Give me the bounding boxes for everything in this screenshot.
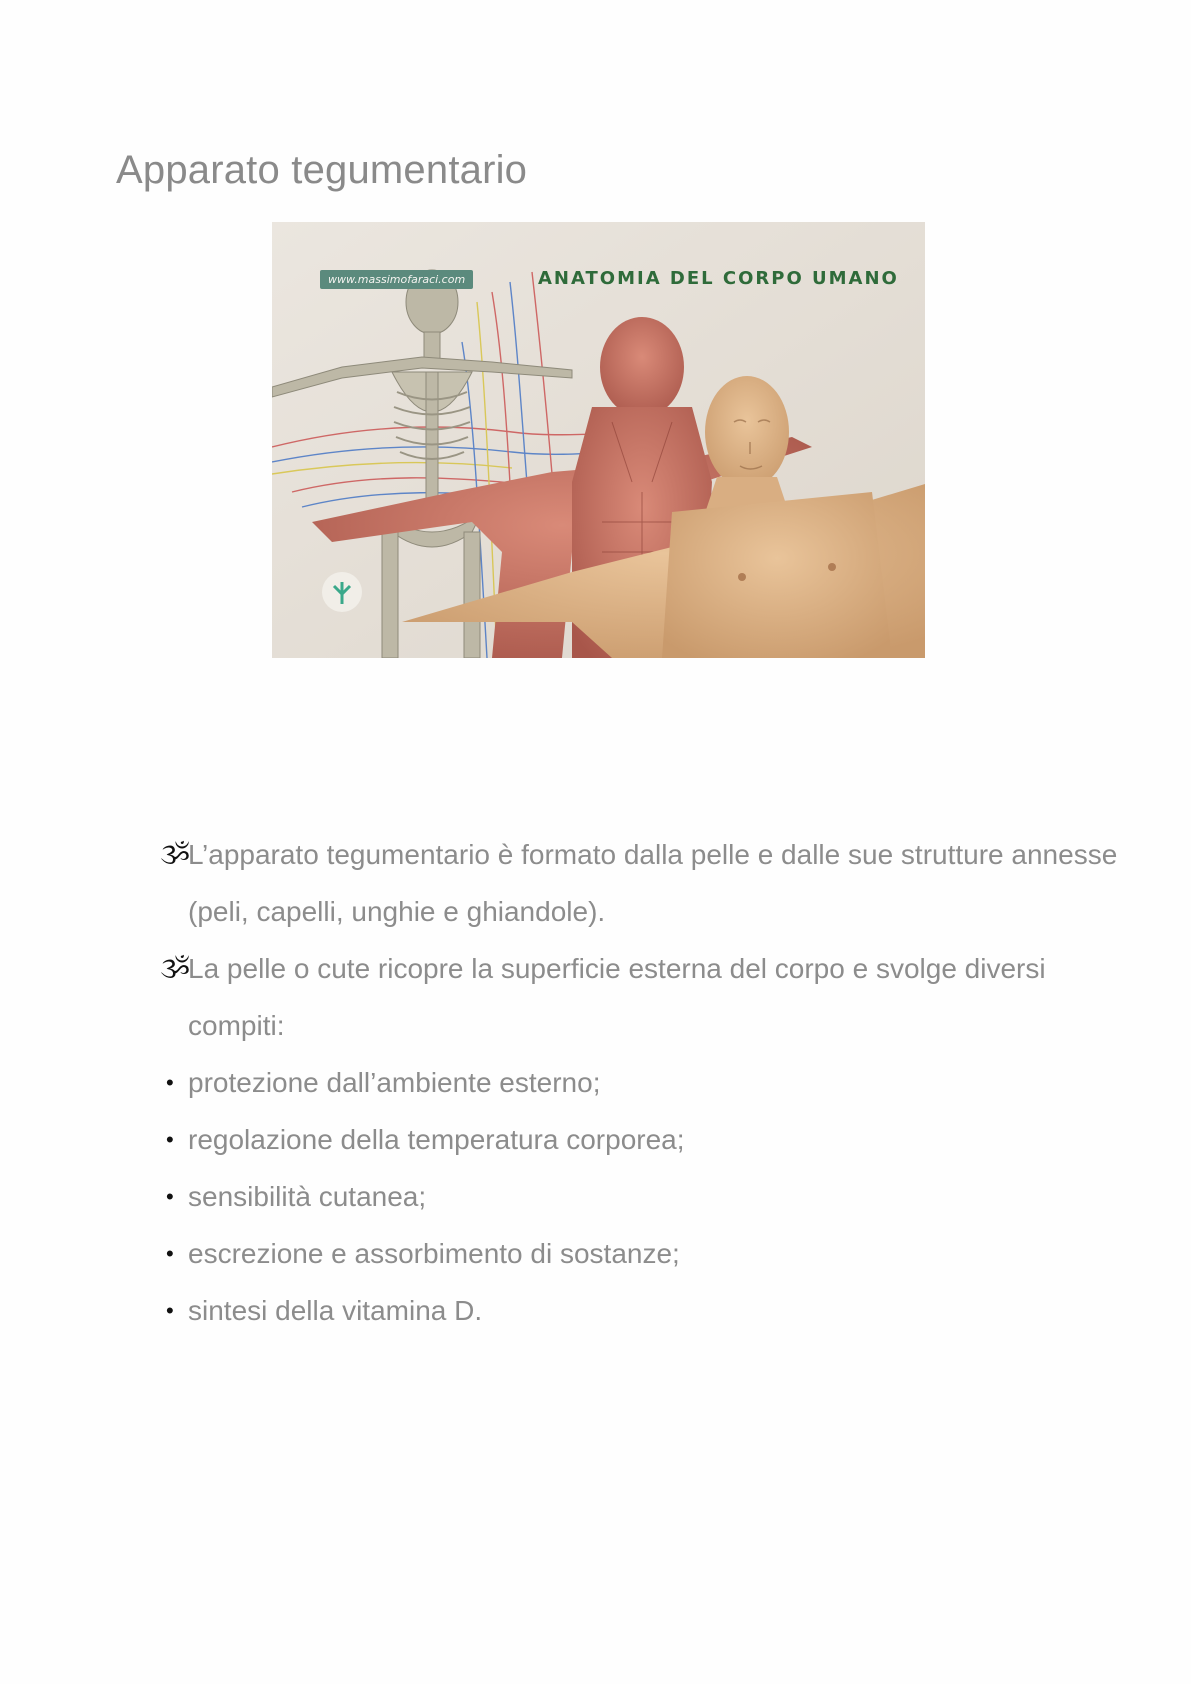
list-item-text: sensibilità cutanea; [188,1181,427,1212]
bullet-marker: ૐ [160,953,191,984]
list-item-text: escrezione e assorbimento di sostanze; [188,1238,680,1269]
bullet-dot: • [166,1127,174,1152]
bullet-dot: • [166,1241,174,1266]
watermark-url: www.massimofaraci.com [320,270,473,289]
list-item-text: L’apparato tegumentario è formato dalla pelle e dalle sue strutture annesse (peli, capelli, unghie e ghiandole). [188,839,1118,927]
page-title: Apparato tegumentario [116,148,528,192]
list-item-text: regolazione della temperatura corporea; [188,1124,685,1155]
list-item-text: sintesi della vitamina D. [188,1295,483,1326]
list-item [160,1225,1120,1282]
bullet-marker: ૐ [160,839,191,870]
bullet-dot: • [166,1184,174,1209]
list-item [160,826,1120,940]
list-item [160,1111,1120,1168]
list-item [160,1282,1120,1339]
figure-heading: ANATOMIA DEL CORPO UMANO [538,268,899,289]
bullet-list [160,826,1120,1339]
list-item [160,940,1120,1054]
bullet-dot: • [166,1070,174,1095]
bullet-dot: • [166,1298,174,1323]
anatomy-illustration [272,222,925,658]
list-item-text: protezione dall’ambiente esterno; [188,1067,601,1098]
list-item-text: La pelle o cute ricopre la superficie esterna del corpo e svolge diversi compiti: [188,953,1046,1041]
list-item [160,1054,1120,1111]
list-item [160,1168,1120,1225]
